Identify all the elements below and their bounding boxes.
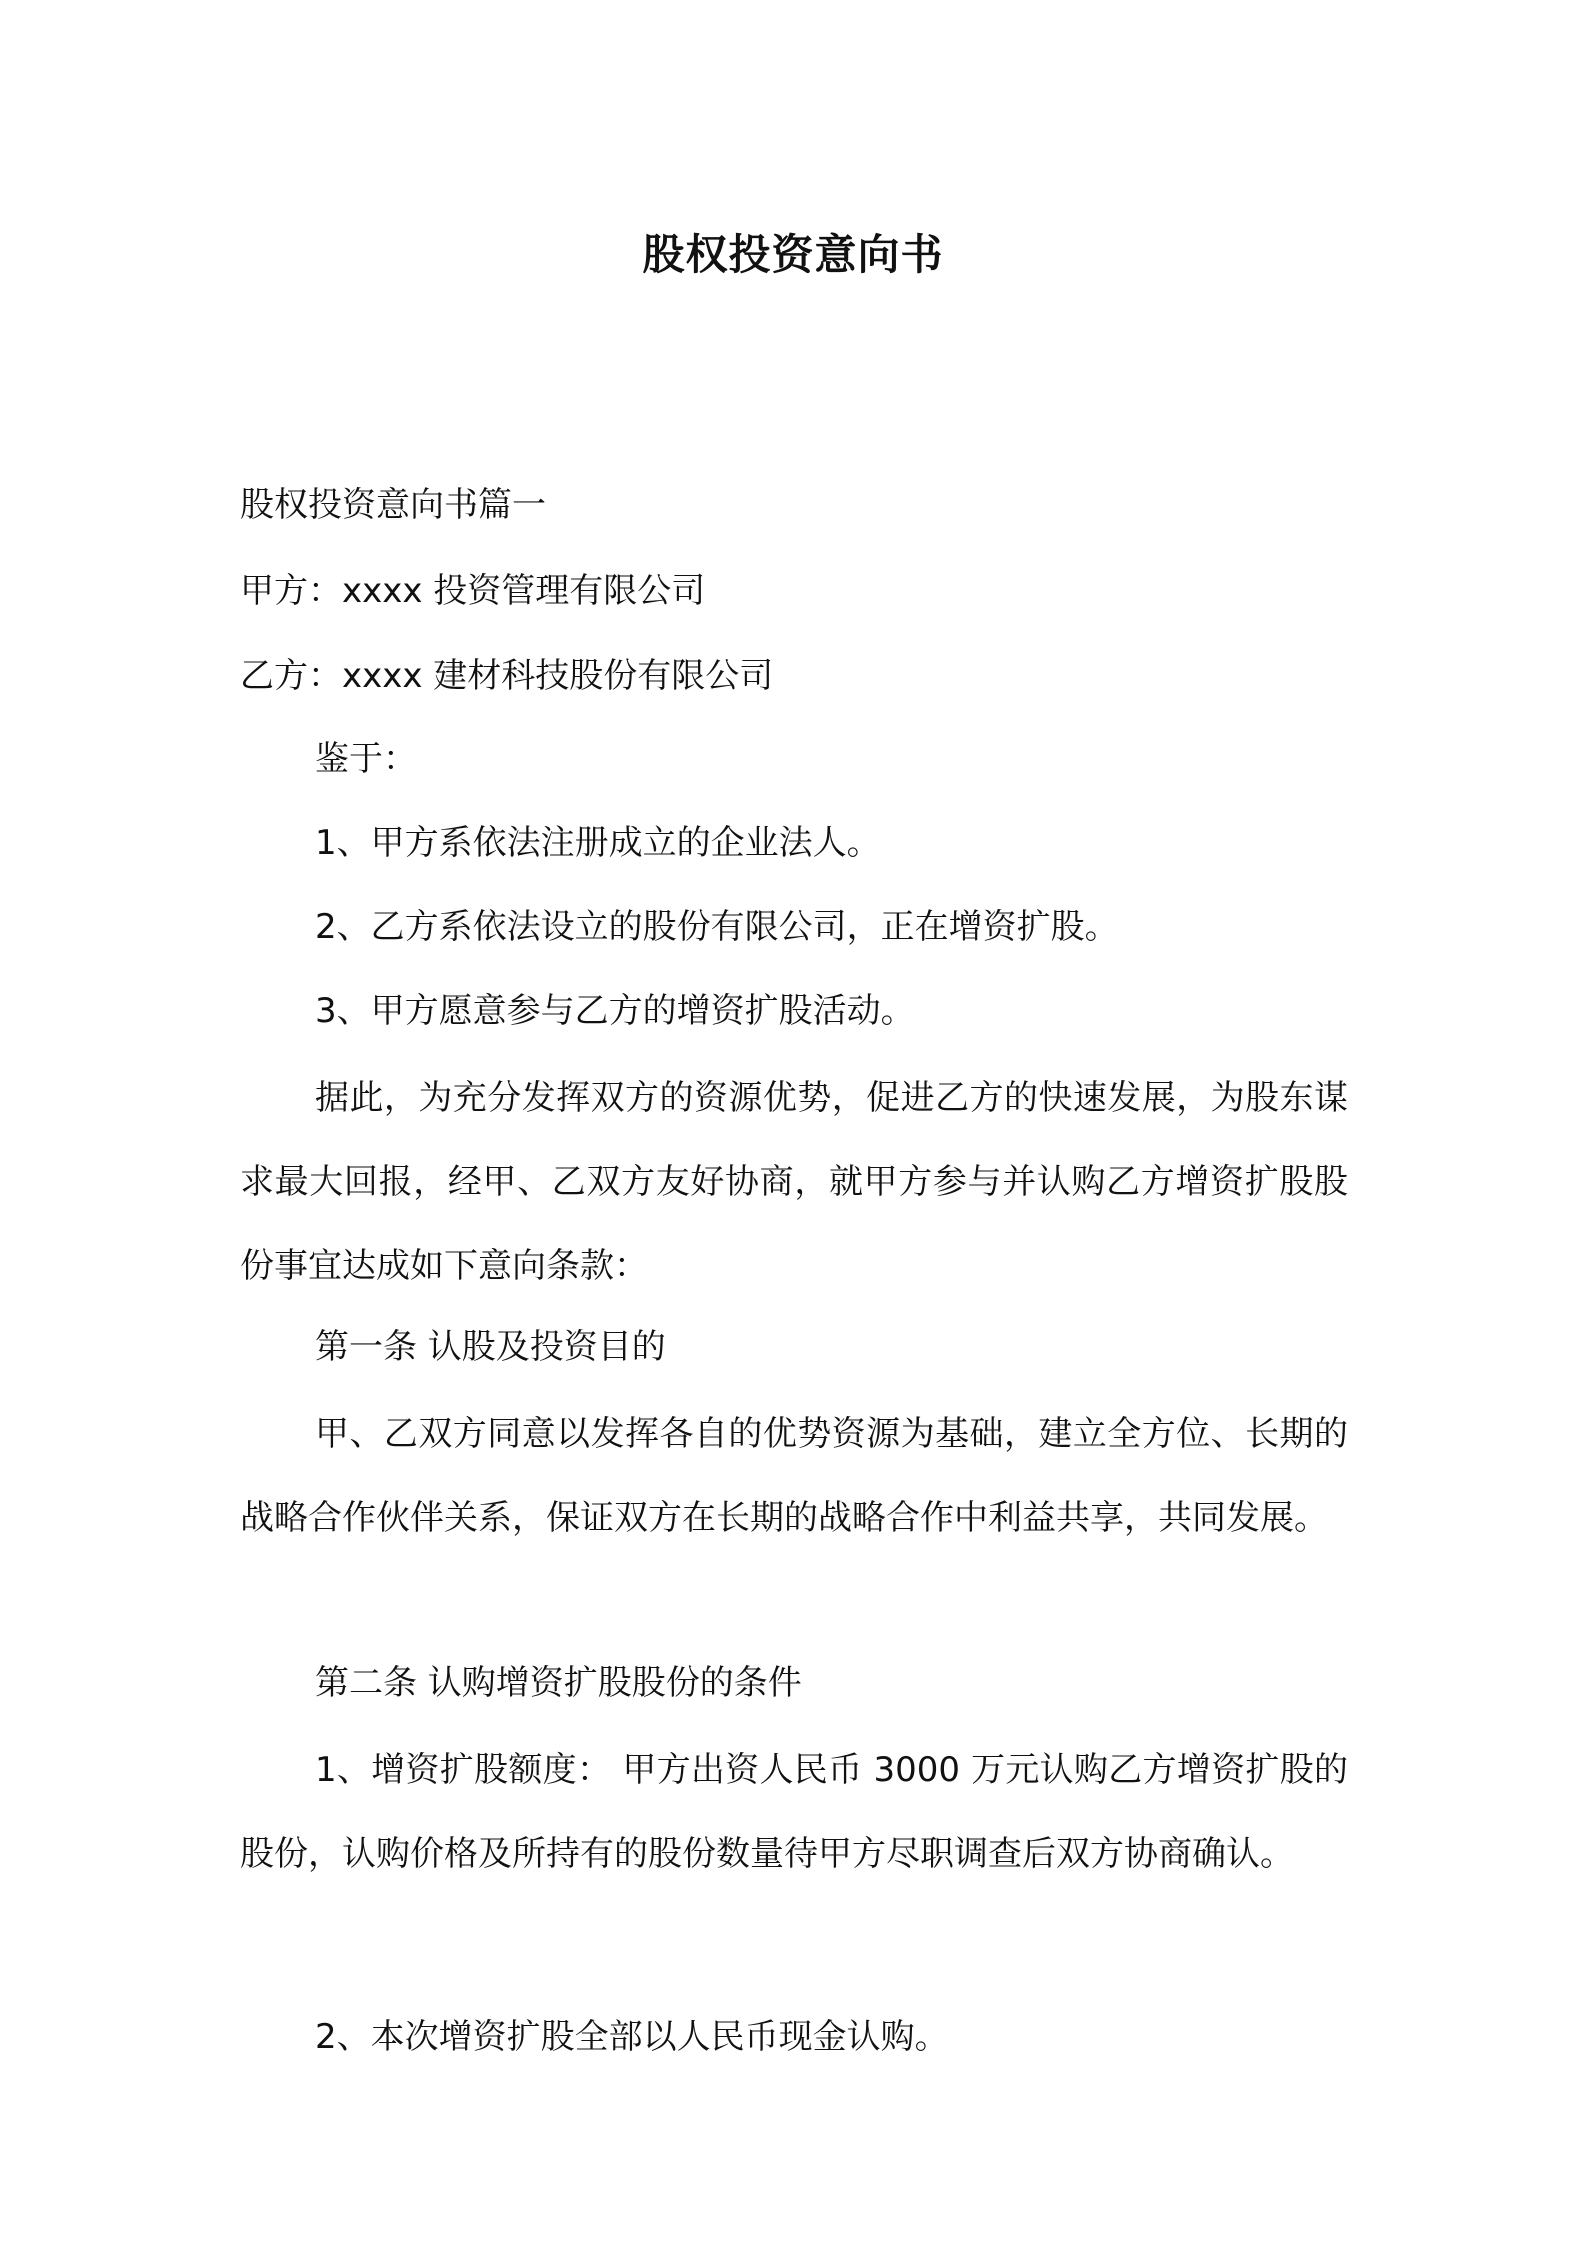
intro-paragraph: 据此，为充分发挥双方的资源优势，促进乙方的快速发展，为股东谋求最大回报，经甲、乙双方友好协商，就甲方参与并认购乙方增资扩股股份事宜达成如下意向条款： xyxy=(240,1078,1348,1286)
article-1-heading: 第一条 认股及投资目的 xyxy=(315,1327,666,1367)
article-2-item-1: 1、增资扩股额度： 甲方出资人民币 3000 万元认购乙方增资扩股的股份，认购价格及所持有的股份数量待甲方尽职调查后双方协商确认。 xyxy=(240,1750,1348,1874)
whereas-label: 鉴于： xyxy=(315,739,417,779)
recital-3: 3、甲方愿意参与乙方的增资扩股活动。 xyxy=(315,991,915,1031)
recital-1: 1、甲方系依法注册成立的企业法人。 xyxy=(315,823,881,863)
party-a: 甲方：xxxx 投资管理有限公司 xyxy=(240,571,706,611)
document-title: 股权投资意向书 xyxy=(642,230,944,279)
section-heading: 股权投资意向书篇一 xyxy=(240,485,546,525)
article-1-text: 甲、乙双方同意以发挥各自的优势资源为基础，建立全方位、长期的战略合作伙伴关系，保证双方在长期的战略合作中利益共享，共同发展。 xyxy=(240,1414,1348,1538)
article-2-heading: 第二条 认购增资扩股股份的条件 xyxy=(315,1663,802,1703)
party-b: 乙方：xxxx 建材科技股份有限公司 xyxy=(240,656,774,696)
recital-2: 2、乙方系依法设立的股份有限公司，正在增资扩股。 xyxy=(315,907,1119,947)
article-2-item-2: 2、本次增资扩股全部以人民币现金认购。 xyxy=(315,2017,949,2057)
